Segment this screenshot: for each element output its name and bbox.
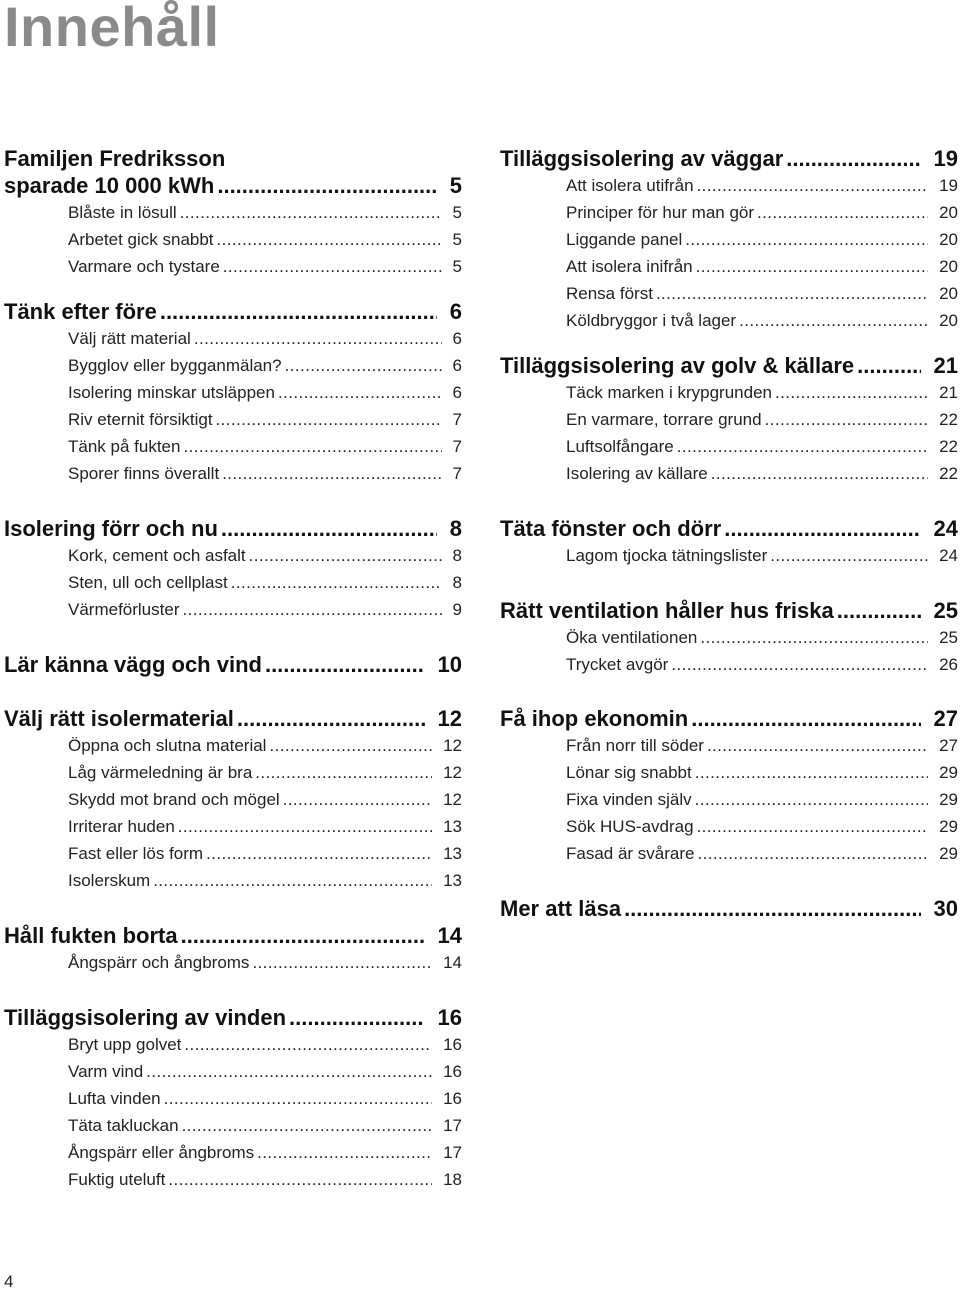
toc-entry[interactable] — [566, 732, 958, 759]
toc-entry-title: Kork, cement och asfalt — [68, 546, 246, 565]
toc-entry[interactable] — [68, 1166, 462, 1193]
toc-entry[interactable] — [68, 379, 462, 406]
toc-entry-page: 20 — [939, 284, 958, 303]
section-heading-page: 24 — [933, 516, 958, 541]
dot-leader — [216, 406, 442, 433]
toc-entry[interactable] — [68, 569, 462, 596]
dot-leader — [765, 406, 928, 433]
dot-leader — [278, 379, 442, 406]
dot-leader — [698, 840, 929, 867]
dot-leader — [677, 433, 928, 460]
section-heading[interactable] — [500, 515, 958, 542]
toc-entry-title: Lufta vinden — [68, 1089, 161, 1108]
dot-leader — [289, 1004, 425, 1031]
section-heading-page: 6 — [449, 299, 462, 324]
dot-leader — [739, 307, 928, 334]
section-heading-title: sparade 10 000 kWh — [4, 173, 215, 198]
toc-entry-page: 13 — [443, 871, 462, 890]
toc-entry-title: Bryt upp golvet — [68, 1035, 182, 1054]
toc-entry-title: Sporer finns överallt — [68, 464, 220, 483]
section-heading[interactable] — [4, 1004, 462, 1031]
dot-leader — [184, 1031, 432, 1058]
section-heading-page: 8 — [449, 516, 462, 541]
dot-leader — [697, 813, 929, 840]
toc-entry-title: Köldbryggor i två lager — [566, 311, 737, 330]
toc-entry-page: 22 — [939, 437, 958, 456]
dot-leader — [217, 226, 442, 253]
toc-entry[interactable] — [566, 759, 958, 786]
dot-leader — [283, 786, 432, 813]
section-heading-page: 27 — [933, 706, 958, 731]
toc-entry[interactable] — [566, 253, 958, 280]
toc-entry-page: 8 — [452, 546, 462, 565]
toc-entry-title: Välj rätt material — [68, 329, 191, 348]
section-heading[interactable] — [500, 352, 958, 379]
toc-entry-title: Luftsolfångare — [566, 437, 674, 456]
toc-entry-page: 12 — [443, 763, 462, 782]
section-heading-title: Familjen Fredriksson — [4, 146, 226, 171]
toc-entry-page: 20 — [939, 311, 958, 330]
toc-entry[interactable] — [566, 624, 958, 651]
toc-entry[interactable] — [68, 813, 462, 840]
dot-leader — [770, 542, 928, 569]
toc-entry[interactable] — [68, 1139, 462, 1166]
toc-entry-page: 22 — [939, 410, 958, 429]
toc-entry-title: Låg värmeledning är bra — [68, 763, 253, 782]
toc-entry-page: 7 — [452, 464, 462, 483]
toc-entry-page: 5 — [452, 203, 462, 222]
dot-leader — [671, 651, 928, 678]
dot-leader — [206, 840, 432, 867]
toc-entry[interactable] — [566, 406, 958, 433]
page-title: Innehåll — [4, 0, 220, 58]
toc-entry[interactable] — [68, 325, 462, 352]
dot-leader — [160, 298, 437, 325]
dot-leader — [696, 253, 928, 280]
toc-entry[interactable] — [68, 759, 462, 786]
dot-leader — [153, 867, 432, 894]
dot-leader — [786, 145, 920, 172]
dot-leader — [182, 596, 441, 623]
toc-entry-page: 16 — [443, 1062, 462, 1081]
dot-leader — [180, 199, 442, 226]
toc-entry-title: Öppna och slutna material — [68, 736, 267, 755]
section-heading-title: Rätt ventilation håller hus friska — [500, 598, 834, 623]
dot-leader — [656, 280, 928, 307]
toc-entry-page: 13 — [443, 817, 462, 836]
section-heading-page: 5 — [449, 173, 462, 198]
toc-entry-page: 6 — [452, 383, 462, 402]
section-heading-title: Välj rätt isolermaterial — [4, 706, 234, 731]
toc-entry[interactable] — [566, 813, 958, 840]
toc-entry-page: 20 — [939, 230, 958, 249]
dot-leader — [700, 624, 928, 651]
toc-entry-page: 19 — [939, 176, 958, 195]
toc-entry-page: 7 — [452, 437, 462, 456]
toc-entry-page: 7 — [452, 410, 462, 429]
toc-entry[interactable] — [566, 307, 958, 334]
section-heading[interactable] — [500, 705, 958, 732]
toc-entry-page: 21 — [939, 383, 958, 402]
dot-leader — [217, 172, 436, 199]
toc-entry-title: Arbetet gick snabbt — [68, 230, 214, 249]
toc-entry-title: Riv eternit försiktigt — [68, 410, 213, 429]
toc-entry-title: Principer för hur man gör — [566, 203, 755, 222]
section-heading[interactable] — [4, 172, 462, 199]
dot-leader — [221, 515, 437, 542]
toc-entry[interactable] — [68, 352, 462, 379]
section-heading-title: Tänk efter före — [4, 299, 157, 324]
toc-entry-title: Fuktig uteluft — [68, 1170, 166, 1189]
section-heading[interactable] — [4, 515, 462, 542]
dot-leader — [194, 325, 442, 352]
dot-leader — [222, 460, 441, 487]
dot-leader — [168, 1166, 432, 1193]
toc-entry[interactable] — [68, 732, 462, 759]
dot-leader — [223, 253, 442, 280]
toc-entry-title: Lönar sig snabbt — [566, 763, 692, 782]
toc-entry-page: 20 — [939, 203, 958, 222]
dot-leader — [265, 651, 425, 678]
toc-entry[interactable] — [566, 786, 958, 813]
section-heading-page: 10 — [437, 652, 462, 677]
section-heading-title: Tilläggsisolering av vinden — [4, 1005, 287, 1030]
toc-entry-page: 8 — [452, 573, 462, 592]
toc-entry-page: 29 — [939, 817, 958, 836]
dot-leader — [857, 352, 920, 379]
toc-entry[interactable] — [68, 542, 462, 569]
section-heading-title: Få ihop ekonomin — [500, 706, 689, 731]
section-heading-page: 25 — [933, 598, 958, 623]
section-heading[interactable] — [4, 651, 462, 678]
toc-entry-page: 29 — [939, 790, 958, 809]
toc-entry[interactable] — [68, 1085, 462, 1112]
section-heading-page: 30 — [933, 896, 958, 921]
toc-entry-page: 25 — [939, 628, 958, 647]
section-heading-title: Lär känna vägg och vind — [4, 652, 262, 677]
toc-entry[interactable] — [566, 280, 958, 307]
dot-leader — [249, 542, 442, 569]
dot-leader — [285, 352, 442, 379]
toc-entry-title: Sten, ull och cellplast — [68, 573, 228, 592]
dot-leader — [164, 1085, 432, 1112]
toc-entry-title: Sök HUS-avdrag — [566, 817, 694, 836]
toc-entry-page: 9 — [452, 600, 462, 619]
toc-entry-page: 6 — [452, 356, 462, 375]
dot-leader — [691, 705, 920, 732]
toc-entry[interactable] — [566, 460, 958, 487]
dot-leader — [146, 1058, 432, 1085]
section-heading[interactable] — [500, 597, 958, 624]
toc-entry-page: 12 — [443, 736, 462, 755]
toc-entry-title: Värmeförluster — [68, 600, 180, 619]
toc-entry[interactable] — [68, 786, 462, 813]
dot-leader — [695, 786, 928, 813]
toc-entry-title: Fasad är svårare — [566, 844, 695, 863]
toc-entry[interactable] — [68, 840, 462, 867]
toc-entry-title: Isolerskum — [68, 871, 151, 890]
toc-entry-title: En varmare, torrare grund — [566, 410, 762, 429]
toc-entry-title: Ångspärr och ångbroms — [68, 953, 250, 972]
section-heading[interactable] — [4, 145, 462, 172]
toc-entry[interactable] — [68, 1112, 462, 1139]
dot-leader — [697, 172, 929, 199]
toc-entry[interactable] — [68, 596, 462, 623]
toc-entry[interactable] — [68, 406, 462, 433]
toc-entry-title: Tänk på fukten — [68, 437, 181, 456]
toc-entry-page: 29 — [939, 844, 958, 863]
toc-entry-title: Varmare och tystare — [68, 257, 220, 276]
toc-entry[interactable] — [68, 253, 462, 280]
section-heading-title: Håll fukten borta — [4, 923, 178, 948]
dot-leader — [182, 1112, 433, 1139]
toc-entry-page: 12 — [443, 790, 462, 809]
toc-entry-title: Isolering minskar utsläppen — [68, 383, 275, 402]
toc-entry-page: 27 — [939, 736, 958, 755]
toc-entry-title: Skydd mot brand och mögel — [68, 790, 280, 809]
toc-entry[interactable] — [68, 949, 462, 976]
toc-entry-page: 16 — [443, 1035, 462, 1054]
page-number: 4 — [4, 1272, 14, 1291]
toc-entry-page: 13 — [443, 844, 462, 863]
toc-entry[interactable] — [566, 433, 958, 460]
toc-entry[interactable] — [68, 460, 462, 487]
dot-leader — [269, 732, 432, 759]
section-heading[interactable] — [4, 298, 462, 325]
toc-entry[interactable] — [566, 226, 958, 253]
toc-entry[interactable] — [68, 433, 462, 460]
toc-entry[interactable] — [68, 1031, 462, 1058]
dot-leader — [257, 1139, 432, 1166]
dot-leader — [181, 922, 425, 949]
section-heading-title: Mer att läsa — [500, 896, 622, 921]
toc-entry-title: Liggande panel — [566, 230, 683, 249]
toc-entry-page: 17 — [443, 1143, 462, 1162]
dot-leader — [724, 515, 920, 542]
section-heading-page: 19 — [933, 146, 958, 171]
toc-entry[interactable] — [566, 172, 958, 199]
toc-entry-page: 29 — [939, 763, 958, 782]
toc-entry-title: Isolering av källare — [566, 464, 708, 483]
toc-entry-title: Täta takluckan — [68, 1116, 179, 1135]
section-heading[interactable] — [500, 895, 958, 922]
dot-leader — [624, 895, 920, 922]
toc-entry-title: Trycket avgör — [566, 655, 669, 674]
section-heading-title: Täta fönster och dörr — [500, 516, 722, 541]
dot-leader — [255, 759, 432, 786]
toc-entry-title: Bygglov eller bygganmälan? — [68, 356, 282, 375]
toc-entry[interactable] — [68, 867, 462, 894]
toc-entry-title: Fast eller lös form — [68, 844, 204, 863]
section-heading[interactable] — [4, 922, 462, 949]
toc-entry-title: Irriterar huden — [68, 817, 175, 836]
dot-leader — [757, 199, 928, 226]
dot-leader — [695, 759, 928, 786]
toc-entry[interactable] — [566, 840, 958, 867]
section-heading-page: 16 — [437, 1005, 462, 1030]
section-heading-title: Tilläggsisolering av väggar — [500, 146, 784, 171]
toc-entry-title: Täck marken i krypgrunden — [566, 383, 772, 402]
toc-entry-page: 5 — [452, 257, 462, 276]
toc-entry-title: Lagom tjocka tätningslister — [566, 546, 768, 565]
dot-leader — [252, 949, 432, 976]
toc-entry-page: 6 — [452, 329, 462, 348]
section-heading-page: 21 — [933, 353, 958, 378]
toc-entry[interactable] — [566, 651, 958, 678]
dot-leader — [183, 433, 441, 460]
toc-entry-page: 22 — [939, 464, 958, 483]
toc-entry-page: 5 — [452, 230, 462, 249]
dot-leader — [711, 460, 928, 487]
toc-entry-title: Från norr till söder — [566, 736, 704, 755]
toc-entry[interactable] — [68, 199, 462, 226]
toc-entry-title: Blåste in lösull — [68, 203, 177, 222]
toc-entry-page: 20 — [939, 257, 958, 276]
toc-entry-page: 18 — [443, 1170, 462, 1189]
toc-entry-title: Att isolera utifrån — [566, 176, 694, 195]
dot-leader — [685, 226, 928, 253]
toc-entry[interactable] — [68, 1058, 462, 1085]
toc-entry[interactable] — [68, 226, 462, 253]
section-heading-page: 14 — [437, 923, 462, 948]
dot-leader — [237, 705, 425, 732]
toc-entry-title: Att isolera inifrån — [566, 257, 693, 276]
toc-entry-title: Varm vind — [68, 1062, 144, 1081]
toc-entry-page: 14 — [443, 953, 462, 972]
section-heading-title: Tilläggsisolering av golv & källare — [500, 353, 855, 378]
section-heading[interactable] — [500, 145, 958, 172]
section-heading-title: Isolering förr och nu — [4, 516, 218, 541]
toc-entry-title: Ångspärr eller ångbroms — [68, 1143, 255, 1162]
toc-entry-page: 26 — [939, 655, 958, 674]
toc-entry[interactable] — [566, 542, 958, 569]
dot-leader — [707, 732, 928, 759]
section-heading[interactable] — [4, 705, 462, 732]
section-heading-page: 12 — [437, 706, 462, 731]
toc-entry-page: 17 — [443, 1116, 462, 1135]
toc-entry-page: 24 — [939, 546, 958, 565]
dot-leader — [178, 813, 432, 840]
toc-entry[interactable] — [566, 199, 958, 226]
dot-leader — [837, 597, 921, 624]
dot-leader — [231, 569, 442, 596]
toc-entry-title: Fixa vinden själv — [566, 790, 692, 809]
toc-entry-page: 16 — [443, 1089, 462, 1108]
toc-entry-title: Rensa först — [566, 284, 653, 303]
toc-entry-title: Öka ventilationen — [566, 628, 698, 647]
dot-leader — [775, 379, 928, 406]
toc-entry[interactable] — [566, 379, 958, 406]
